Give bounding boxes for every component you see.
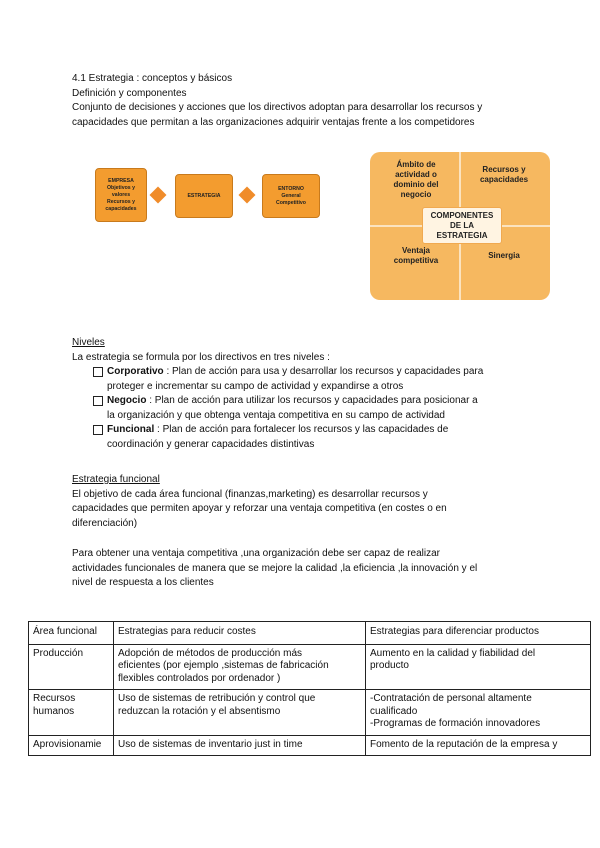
section-subtitle: Definición y componentes [72, 87, 187, 99]
estrategia-label: ESTRATEGIA [187, 192, 221, 199]
paragraph-line: diferenciación) [72, 517, 138, 529]
level-term: Funcional [107, 424, 155, 435]
level-text-cont: coordinación y generar capacidades distintivas [107, 438, 315, 450]
connector-diamond [150, 187, 167, 204]
cell-diferenciar [366, 735, 591, 756]
level-text: : Plan de acción para utilizar los recursos y capacidades para posicionar a [146, 395, 478, 406]
quadrant-recursos [462, 165, 546, 185]
cell-line: Uso de sistemas de inventario just in time [118, 738, 303, 750]
paragraph-line: El objetivo de cada área funcional (finanzas,marketing) es desarrollar recursos y [72, 488, 428, 500]
empresa-label: EMPRESA [108, 177, 134, 184]
list-item [93, 423, 483, 438]
cell-line: flexibles controlados por ordenador ) [118, 672, 281, 684]
empresa-line: valores [111, 191, 131, 198]
section-title: 4.1 Estrategia : conceptos y básicos [72, 73, 233, 84]
cell-costes [114, 644, 366, 690]
empresa-box [95, 168, 147, 222]
funcional-heading: Estrategia funcional [72, 474, 160, 485]
cell-line: Recursos [33, 693, 76, 704]
paragraph-line: actividades funcionales de manera que se mejore la calidad ,la eficiencia ,la innovación y el [72, 562, 478, 574]
cell-line: -Programas de formación innovadores [370, 718, 541, 729]
center-line: ESTRATEGIA [436, 230, 488, 240]
paragraph-line: capacidades que permiten apoyar y reforzar una ventaja competitiva (en costes o en [72, 503, 447, 514]
niveles-list [93, 365, 483, 452]
cell-diferenciar [366, 644, 591, 690]
quadrant-line: actividad o [395, 170, 437, 179]
definition-line: capacidades que permitan a las organizaciones adquirir ventajas frente a los competidores [72, 116, 475, 128]
cell-line: producto [370, 660, 409, 671]
definition-line: Conjunto de decisiones y acciones que los directivos adoptan para desarrollar los recursos y [72, 102, 483, 113]
list-item [93, 394, 483, 409]
cell-line: Aumento en la calidad y fiabilidad del [370, 647, 536, 659]
level-term: Corporativo [107, 366, 164, 377]
niveles-intro: La estrategia se formula por los directivos en tres niveles : [72, 351, 330, 363]
cell-area [29, 644, 114, 690]
cell-area [29, 735, 114, 756]
header-diferenciar: Estrategias para diferenciar productos [366, 622, 591, 645]
entorno-line: General [281, 192, 301, 199]
quadrant-ventaja [374, 246, 458, 266]
level-text: : Plan de acción para fortalecer los recursos y las capacidades de [154, 424, 449, 435]
cell-costes [114, 690, 366, 736]
cell-line: -Contratación de personal altamente [370, 693, 532, 704]
cell-line: cualificado [370, 705, 418, 717]
quadrant-line: capacidades [479, 175, 529, 184]
table-row [29, 644, 591, 690]
cell-line: Uso de sistemas de retribución y control que [118, 693, 316, 704]
center-line: DE LA [450, 220, 474, 230]
table-header-row [29, 622, 591, 645]
cell-line: Adopción de métodos de producción más [118, 647, 303, 659]
table-row [29, 735, 591, 756]
paragraph-line: nivel de respuesta a los clientes [72, 577, 214, 588]
cell-line: Producción [33, 647, 84, 659]
level-text-cont: la organización y que obtenga ventaja competitiva en su campo de actividad [107, 409, 445, 421]
funcional-paragraph-2 [72, 547, 477, 591]
quadrant-sinergia [462, 251, 546, 261]
entorno-label: ENTORNO [278, 185, 304, 192]
funcional-section [72, 473, 447, 531]
cell-line: humanos [33, 705, 75, 717]
empresa-line: Objetivos y [107, 184, 135, 191]
niveles-heading: Niveles [72, 337, 105, 348]
strategy-table [28, 621, 591, 756]
header-area: Área funcional [29, 622, 114, 645]
quadrant-line: Recursos y [482, 165, 526, 174]
quadrant-line: dominio del [393, 180, 439, 189]
quadrant-ambito [374, 160, 458, 200]
cell-area [29, 690, 114, 736]
entorno-line: Competitivo [276, 199, 306, 206]
table-row [29, 690, 591, 736]
cell-line: Aprovisionamie [33, 738, 102, 750]
cell-line: eficientes (por ejemplo ,sistemas de fabricación [118, 660, 329, 671]
empresa-line: Recursos y [107, 198, 135, 205]
quadrant-line: competitiva [393, 256, 439, 265]
niveles-section [72, 336, 330, 365]
cell-line: reduzcan la rotación y el absentismo [118, 705, 281, 717]
quadrant-line: Sinergia [488, 251, 520, 260]
connector-diamond [239, 187, 256, 204]
checkbox-icon [93, 396, 103, 406]
paragraph-line: Para obtener una ventaja competitiva ,una organización debe ser capaz de realizar [72, 548, 441, 559]
header-costes: Estrategias para reducir costes [114, 622, 366, 645]
intro-section [72, 72, 482, 130]
level-term: Negocio [107, 395, 147, 406]
checkbox-icon [93, 425, 103, 435]
level-text-cont: proteger e incrementar su campo de actividad y expandirse a otros [107, 380, 404, 392]
level-text: : Plan de acción para usa y desarrollar los recursos y capacidades para [163, 366, 484, 377]
quadrant-line: Ámbito de [396, 160, 436, 169]
cell-line: Fomento de la reputación de la empresa y [370, 738, 558, 750]
estrategia-box [175, 174, 233, 218]
quadrant-line: Ventaja [401, 246, 430, 255]
cell-diferenciar [366, 690, 591, 736]
quadrant-line: negocio [400, 190, 432, 199]
components-center-box [422, 207, 502, 244]
cell-costes [114, 735, 366, 756]
list-item [93, 365, 483, 380]
center-line: COMPONENTES [430, 210, 494, 220]
empresa-line: capacidades [105, 205, 137, 212]
entorno-box [262, 174, 320, 218]
checkbox-icon [93, 367, 103, 377]
